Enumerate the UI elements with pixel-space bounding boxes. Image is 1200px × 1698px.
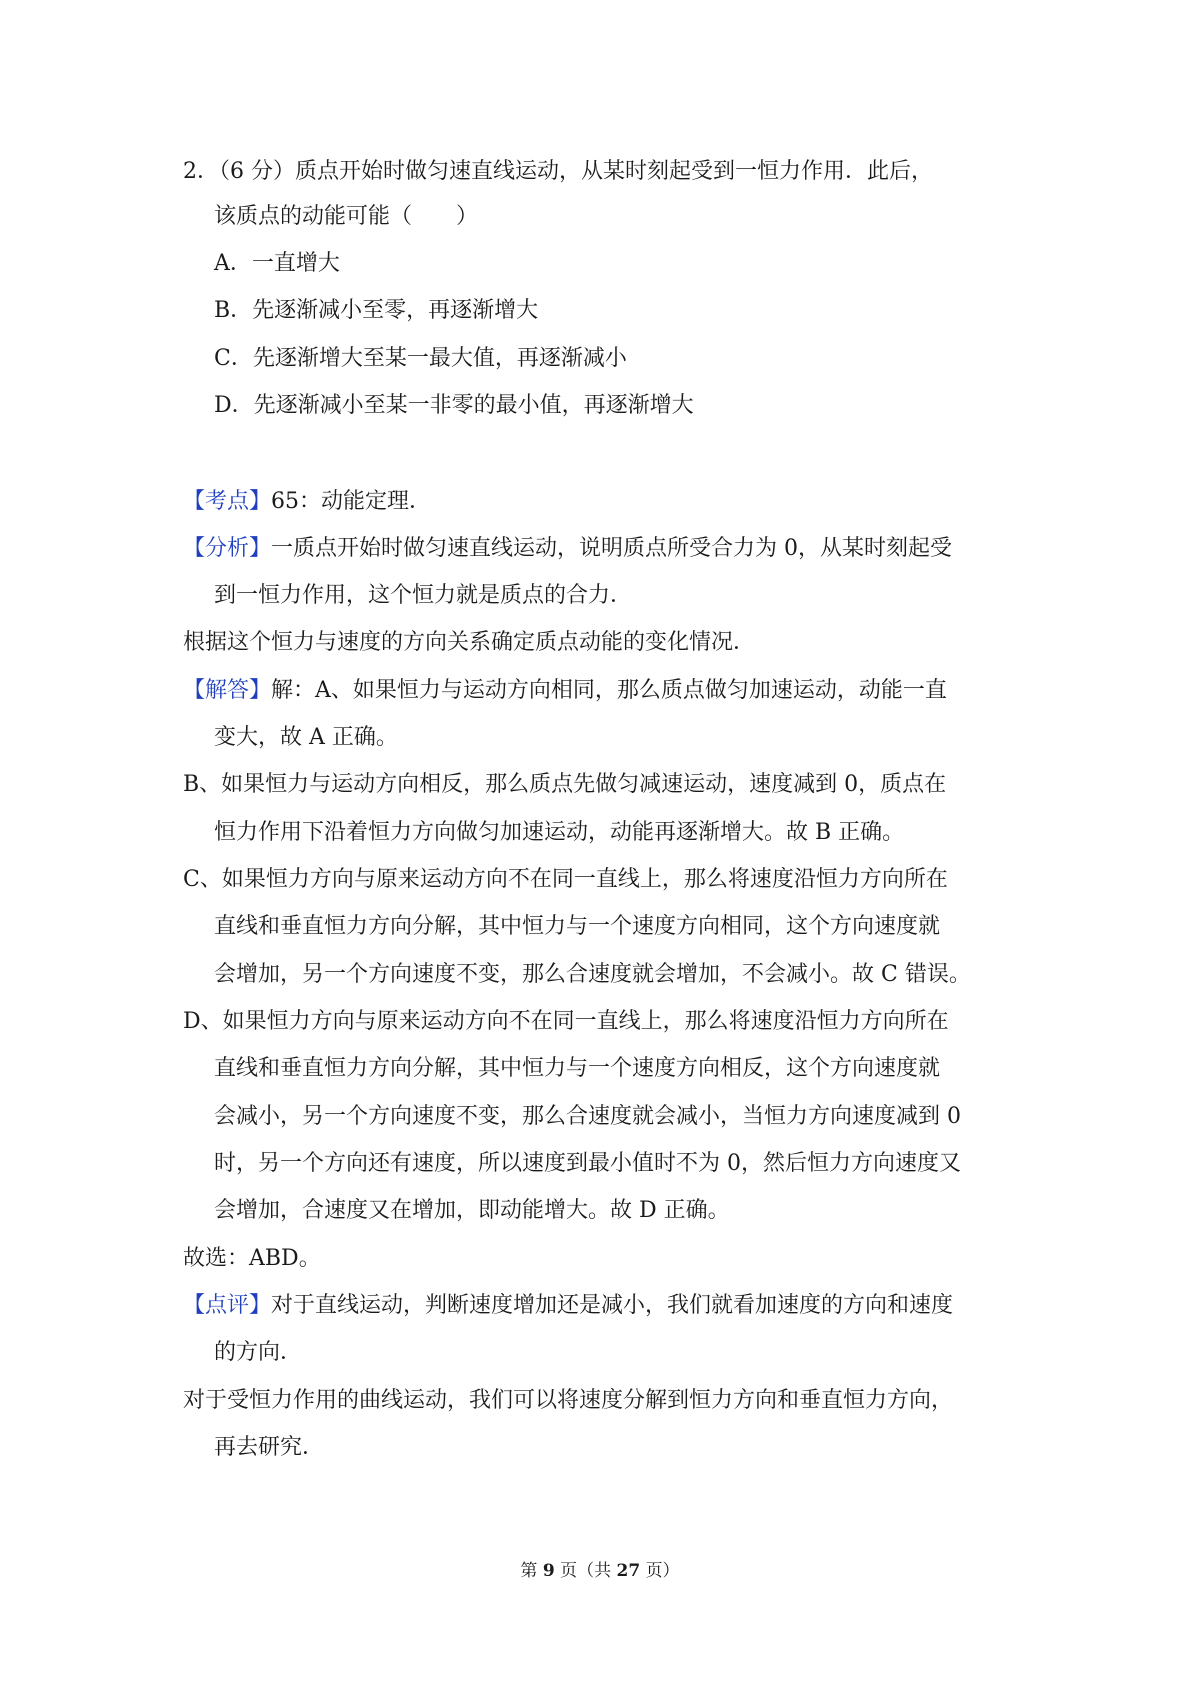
jieda-tag: 【解答】 (183, 678, 272, 703)
jieda-paragraph (183, 676, 947, 706)
jieda-d-line-3: 会减小，另一个方向速度不变，那么合速度就会减小，当恒力方向速度减到 0 (214, 1104, 961, 1129)
question-line-1: 2．（6 分）质点开始时做匀速直线运动，从某时刻起受到一恒力作用．此后， (183, 159, 933, 184)
jieda-c-line-1: C、如果恒力方向与原来运动方向不在同一直线上，那么将速度沿恒力方向所在 (183, 867, 948, 892)
jieda-a-line-1: 解：A、如果恒力与运动方向相同，那么质点做匀加速运动，动能一直 (271, 678, 947, 703)
fenxi-line-1: 一质点开始时做匀速直线运动，说明质点所受合力为 0，从某时刻起受 (271, 536, 953, 561)
dianping-line-1: 对于直线运动，判断速度增加还是减小，我们就看加速度的方向和速度 (271, 1293, 954, 1318)
jieda-d-line-2: 直线和垂直恒力方向分解，其中恒力与一个速度方向相反，这个方向速度就 (214, 1056, 941, 1081)
option-a: A．一直增大 (214, 251, 340, 276)
dianping-tag: 【点评】 (183, 1293, 272, 1318)
jieda-c-line-2: 直线和垂直恒力方向分解，其中恒力与一个速度方向相同，这个方向速度就 (214, 914, 941, 939)
jieda-b-line-1: B、如果恒力与运动方向相反，那么质点先做匀减速运动，速度减到 0，质点在 (183, 772, 947, 797)
option-b: B．先逐渐减小至零，再逐渐增大 (214, 298, 539, 323)
fenxi-line-2: 到一恒力作用，这个恒力就是质点的合力． (214, 583, 633, 608)
fenxi-paragraph (183, 534, 952, 564)
footer-suffix: 页） (645, 1561, 680, 1581)
option-d: D．先逐渐减小至某一非零的最小值，再逐渐增大 (214, 393, 694, 418)
jieda-a-line-2: 变大，故 A 正确。 (214, 725, 398, 750)
option-c: C．先逐渐增大至某一最大值，再逐渐减小 (214, 346, 627, 371)
footer-total-pages: 27 (616, 1561, 641, 1581)
question-line-2: 该质点的动能可能（ ） (214, 204, 479, 229)
dianping-line-3: 对于受恒力作用的曲线运动，我们可以将速度分解到恒力方向和垂直恒力方向， (183, 1388, 954, 1413)
kaodian-tag: 【考点】 (183, 489, 272, 514)
dianping-line-2: 的方向． (214, 1340, 303, 1365)
jieda-d-line-1: D、如果恒力方向与原来运动方向不在同一直线上，那么将速度沿恒力方向所在 (183, 1009, 949, 1034)
footer-page-number: 9 (542, 1561, 555, 1581)
dianping-paragraph (183, 1291, 953, 1321)
jieda-d-line-5: 会增加，合速度又在增加，即动能增大。故 D 正确。 (214, 1198, 730, 1223)
dianping-line-4: 再去研究． (214, 1435, 325, 1460)
jieda-b-line-2: 恒力作用下沿着恒力方向做匀加速运动，动能再逐渐增大。故 B 正确。 (214, 820, 905, 845)
fenxi-line-3: 根据这个恒力与速度的方向关系确定质点动能的变化情况． (183, 630, 756, 655)
kaodian-paragraph (183, 487, 431, 517)
jieda-choice: 故选：ABD。 (183, 1246, 321, 1271)
kaodian-text: 65：动能定理． (271, 489, 432, 514)
jieda-c-line-3: 会增加，另一个方向速度不变，那么合速度就会增加，不会减小。故 C 错误。 (214, 962, 971, 987)
page-footer (0, 1559, 1200, 1583)
jieda-d-line-4: 时，另一个方向还有速度，所以速度到最小值时不为 0，然后恒力方向速度又 (214, 1151, 961, 1176)
fenxi-tag: 【分析】 (183, 536, 272, 561)
footer-prefix: 第 (520, 1561, 538, 1581)
footer-middle: 页（共 (560, 1561, 612, 1581)
